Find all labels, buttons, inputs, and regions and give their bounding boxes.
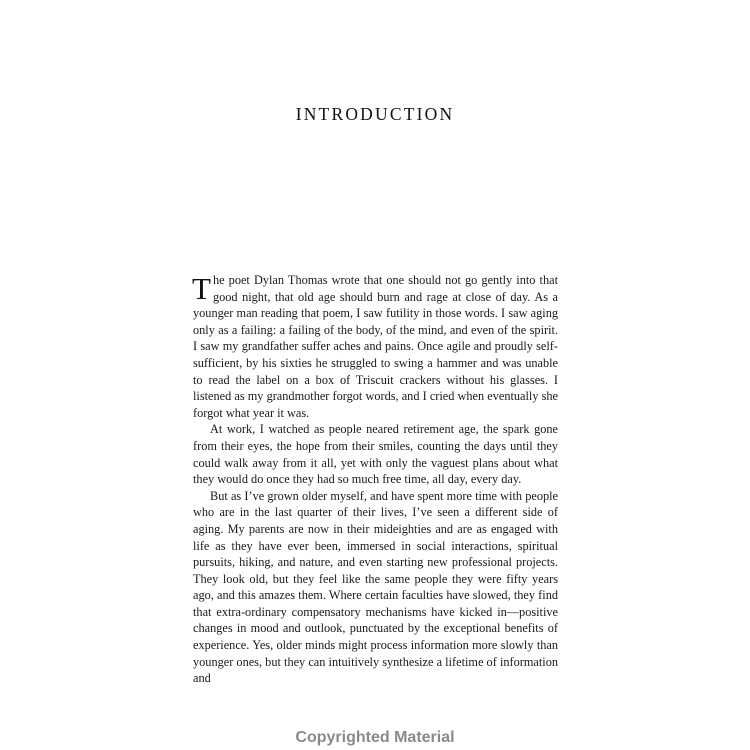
paragraph-1	[193, 272, 558, 421]
body-text	[193, 272, 558, 687]
copyright-watermark: Copyrighted Material	[295, 729, 455, 746]
paragraph-2: At work, I watched as people neared retirement age, the spark gone from their eyes, the hope from their smiles, counting the days until they could walk away from it all, yet with only the vaguest plans about what they would do once they had so much free time, all day, every day.	[193, 422, 558, 487]
drop-cap: T	[192, 271, 211, 306]
paragraph-3: But as I’ve grown older myself, and have spent more time with people who are in the last quarter of their lives, I’ve seen a different side of aging. My parents are now in their mideighties and are as engaged with life as they have ever been, immersed in social interactions, spiritual pursuits, hiking, and nature, and even starting new professional projects. They look old, but they feel like the same people they were fifty years ago, and this amazes them. Where certain faculties have slowed, they find that extra-ordinary compensatory mechanisms have kicked in—positive changes in mood and outlook, punctuated by the exceptional benefits of experience. Yes, older minds might process information more slowly than younger ones, but they can intuitively synthesize a lifetime of information and	[193, 488, 558, 686]
paragraph-1-text: he poet Dylan Thomas wrote that one should not go gently into that good night, that old age should burn and rage at close of day. As a younger man reading that poem, I saw futility in those words. I saw aging only as a failing: a failing of the body, of the mind, and even of the spirit. I saw my grandfather suffer aches and pains. Once agile and proudly self-sufficient, by his sixties he struggled to swing a hammer and was unable to read the label on a box of Triscuit crackers without his glasses. I listened as my grandmother forgot words, and I cried when eventually she forgot what year it was.	[193, 273, 558, 420]
chapter-title: INTRODUCTION	[295, 104, 455, 124]
